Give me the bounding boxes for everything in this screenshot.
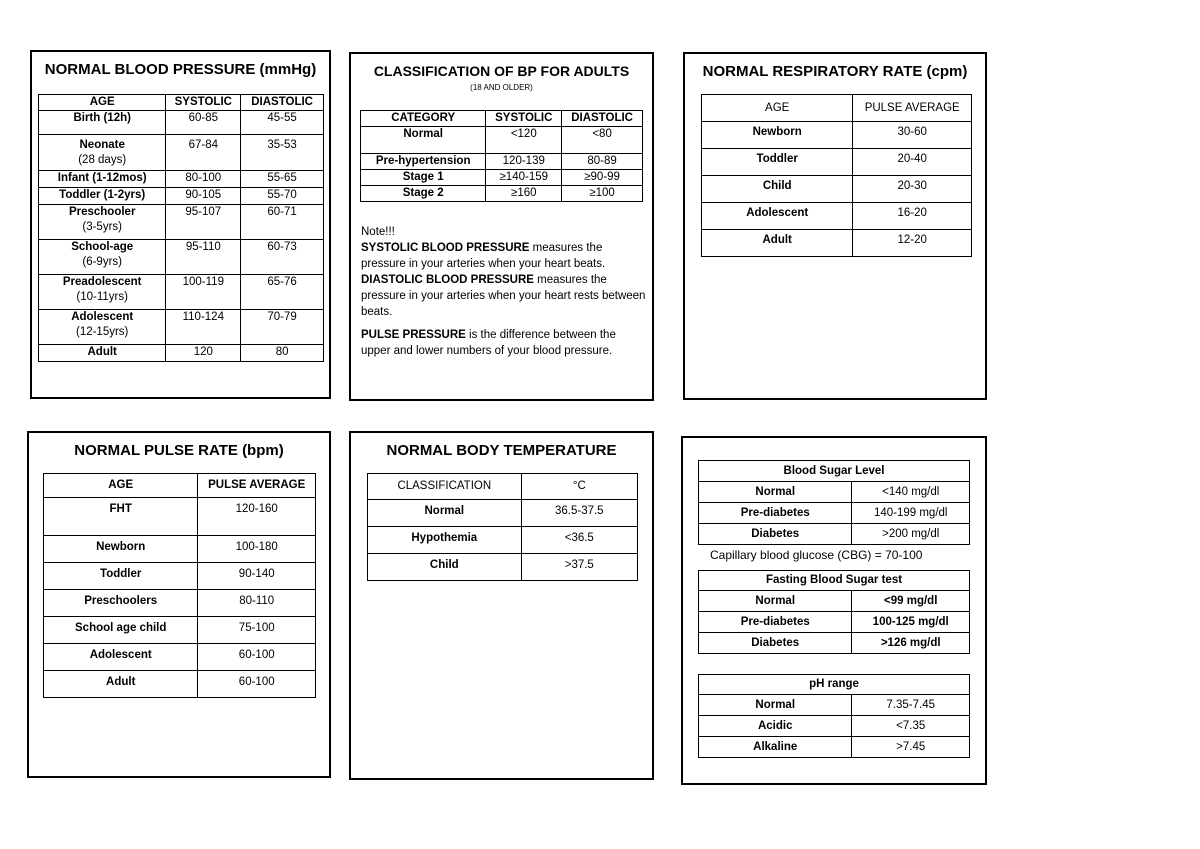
table-row [361,154,643,170]
table-row [44,590,316,617]
age-cell: Birth (12h) [39,111,166,135]
rate-cell: 90-140 [198,563,316,590]
cbg-note: Capillary blood glucose (CBG) = 70-100 [710,548,923,562]
diastolic-cell: 80 [241,345,324,362]
header-age: AGE [702,95,853,122]
table-row [702,203,972,230]
table-row [702,230,972,257]
rate-cell: 60-100 [198,671,316,698]
header-diastolic: DIASTOLIC [562,111,643,127]
diastolic-cell: 60-71 [241,205,324,240]
systolic-cell: 90-105 [166,188,241,205]
table-header-row [39,95,324,111]
table-row [699,591,970,612]
diastolic-cell: 45-55 [241,111,324,135]
table-row [39,310,324,345]
sugar-category-cell: Diabetes [699,633,852,654]
systolic-note: SYSTOLIC BLOOD PRESSURE measures the pressure in your arteries when your heart beats. [361,242,606,270]
table-row [39,345,324,362]
table-row [368,500,638,527]
sugar-category-cell: Pre-diabetes [699,503,852,524]
age-cell: Adolescent (12-15yrs) [39,310,166,345]
systolic-cell: 120-139 [486,154,562,170]
table-row [699,612,970,633]
age-cell: School-age (6-9yrs) [39,240,166,275]
rate-cell: 75-100 [198,617,316,644]
respiratory-rate-card [683,52,987,400]
header-diastolic: DIASTOLIC [241,95,324,111]
table-row [361,186,643,202]
table-row [699,695,970,716]
table-header-row [699,461,970,482]
age-cell: Preadolescent (10-11yrs) [39,275,166,310]
table-row [361,127,643,154]
systolic-cell: 60-85 [166,111,241,135]
bp-note [361,224,646,359]
diastolic-cell: 60-73 [241,240,324,275]
category-cell: Stage 1 [361,170,486,186]
temperature-cell: >37.5 [521,554,637,581]
header-celsius: °C [521,474,637,500]
blood-sugar-card [681,436,987,785]
table-header-row [699,675,970,695]
pulse-rate-card [27,431,331,778]
table-row [368,554,638,581]
age-cell: Newborn [702,122,853,149]
table-row [702,122,972,149]
category-cell: Normal [361,127,486,154]
table-row [699,503,970,524]
table-row [44,536,316,563]
respiratory-rate-table [701,94,972,257]
rate-cell: 30-60 [853,122,972,149]
ph-range-title: pH range [699,675,970,695]
table-row [44,644,316,671]
table-row [44,617,316,644]
systolic-cell: 120 [166,345,241,362]
rate-cell: 80-110 [198,590,316,617]
sugar-value-cell: <99 mg/dl [852,591,970,612]
sugar-value-cell: 140-199 mg/dl [852,503,970,524]
age-cell: Adolescent [702,203,853,230]
body-temperature-card [349,431,654,780]
table-header-row [702,95,972,122]
diastolic-cell: 80-89 [562,154,643,170]
ph-value-cell: <7.35 [852,716,970,737]
age-cell: Newborn [44,536,198,563]
sugar-category-cell: Diabetes [699,524,852,545]
blood-pressure-table [38,94,324,362]
respiratory-rate-title: NORMAL RESPIRATORY RATE (cpm) [702,63,968,80]
age-cell: Adult [39,345,166,362]
systolic-cell: <120 [486,127,562,154]
header-category: CATEGORY [361,111,486,127]
age-cell: Toddler (1-2yrs) [39,188,166,205]
note-label: Note!!! [361,226,395,238]
blood-pressure-card [30,50,331,399]
table-row [368,527,638,554]
sugar-value-cell: <140 mg/dl [852,482,970,503]
pulse-rate-title: NORMAL PULSE RATE (bpm) [74,442,284,459]
diastolic-cell: 65-76 [241,275,324,310]
age-cell: School age child [44,617,198,644]
rate-cell: 20-40 [853,149,972,176]
ph-range-table [698,674,970,758]
sugar-value-cell: 100-125 mg/dl [852,612,970,633]
table-row [699,482,970,503]
age-cell: Toddler [44,563,198,590]
age-cell: Adult [702,230,853,257]
age-cell: FHT [44,498,198,536]
header-systolic: SYSTOLIC [166,95,241,111]
systolic-cell: 100-119 [166,275,241,310]
systolic-cell: 95-107 [166,205,241,240]
diastolic-cell: 35-53 [241,135,324,171]
table-row [39,188,324,205]
systolic-cell: ≥140-159 [486,170,562,186]
diastolic-note: DIASTOLIC BLOOD PRESSURE measures the pressure in your arteries when your heart rests between beats. [361,274,646,318]
table-header-row [361,111,643,127]
blood-pressure-title: NORMAL BLOOD PRESSURE (mmHg) [44,61,317,78]
age-cell: Neonate (28 days) [39,135,166,171]
table-row [702,176,972,203]
table-header-row [368,474,638,500]
bp-classification-table [360,110,643,202]
ph-value-cell: >7.45 [852,737,970,758]
fasting-blood-sugar-table [698,570,970,654]
diastolic-cell: 55-65 [241,171,324,188]
temperature-cell: <36.5 [521,527,637,554]
header-systolic: SYSTOLIC [486,111,562,127]
ph-category-cell: Alkaline [699,737,852,758]
table-header-row [44,474,316,498]
bp-classification-card [349,52,654,401]
body-temperature-title: NORMAL BODY TEMPERATURE [386,442,617,459]
table-header-row [699,571,970,591]
diastolic-cell: ≥90-99 [562,170,643,186]
rate-cell: 120-160 [198,498,316,536]
header-classification: CLASSIFICATION [368,474,522,500]
table-row [699,716,970,737]
table-row [699,737,970,758]
age-cell: Adult [44,671,198,698]
table-row [39,171,324,188]
classification-cell: Hypothemia [368,527,522,554]
ph-category-cell: Acidic [699,716,852,737]
category-cell: Pre-hypertension [361,154,486,170]
bp-classification-subtitle: (18 AND OLDER) [470,83,533,92]
rate-cell: 100-180 [198,536,316,563]
systolic-cell: 110-124 [166,310,241,345]
table-row [39,205,324,240]
diastolic-cell: 70-79 [241,310,324,345]
fasting-blood-sugar-title: Fasting Blood Sugar test [699,571,970,591]
blood-sugar-table [698,460,970,545]
sugar-category-cell: Pre-diabetes [699,612,852,633]
diastolic-cell: 55-70 [241,188,324,205]
ph-value-cell: 7.35-7.45 [852,695,970,716]
pulse-pressure-note: PULSE PRESSURE is the difference between the upper and lower numbers of your blood pressure. [361,329,616,357]
table-row [361,170,643,186]
header-age: AGE [39,95,166,111]
diastolic-cell: ≥100 [562,186,643,202]
rate-cell: 20-30 [853,176,972,203]
systolic-cell: 67-84 [166,135,241,171]
table-row [44,498,316,536]
age-cell: Preschoolers [44,590,198,617]
ph-category-cell: Normal [699,695,852,716]
category-cell: Stage 2 [361,186,486,202]
body-temperature-table [367,473,638,581]
age-cell: Toddler [702,149,853,176]
classification-cell: Normal [368,500,522,527]
age-cell: Infant (1-12mos) [39,171,166,188]
table-row [39,240,324,275]
table-row [39,111,324,135]
sugar-value-cell: >126 mg/dl [852,633,970,654]
table-row [39,275,324,310]
age-cell: Preschooler (3-5yrs) [39,205,166,240]
blood-sugar-title: Blood Sugar Level [699,461,970,482]
table-row [44,563,316,590]
sugar-category-cell: Normal [699,482,852,503]
table-row [699,524,970,545]
pulse-rate-table [43,473,316,698]
table-row [39,135,324,171]
rate-cell: 12-20 [853,230,972,257]
rate-cell: 16-20 [853,203,972,230]
systolic-cell: ≥160 [486,186,562,202]
systolic-cell: 95-110 [166,240,241,275]
table-row [44,671,316,698]
table-row [702,149,972,176]
age-cell: Child [702,176,853,203]
bp-classification-title: CLASSIFICATION OF BP FOR ADULTS [373,63,630,79]
sugar-value-cell: >200 mg/dl [852,524,970,545]
table-row [699,633,970,654]
age-cell: Adolescent [44,644,198,671]
classification-cell: Child [368,554,522,581]
header-age: AGE [44,474,198,498]
header-pulse-average: PULSE AVERAGE [198,474,316,498]
temperature-cell: 36.5-37.5 [521,500,637,527]
diastolic-cell: <80 [562,127,643,154]
rate-cell: 60-100 [198,644,316,671]
systolic-cell: 80-100 [166,171,241,188]
header-pulse-average: PULSE AVERAGE [853,95,972,122]
sugar-category-cell: Normal [699,591,852,612]
